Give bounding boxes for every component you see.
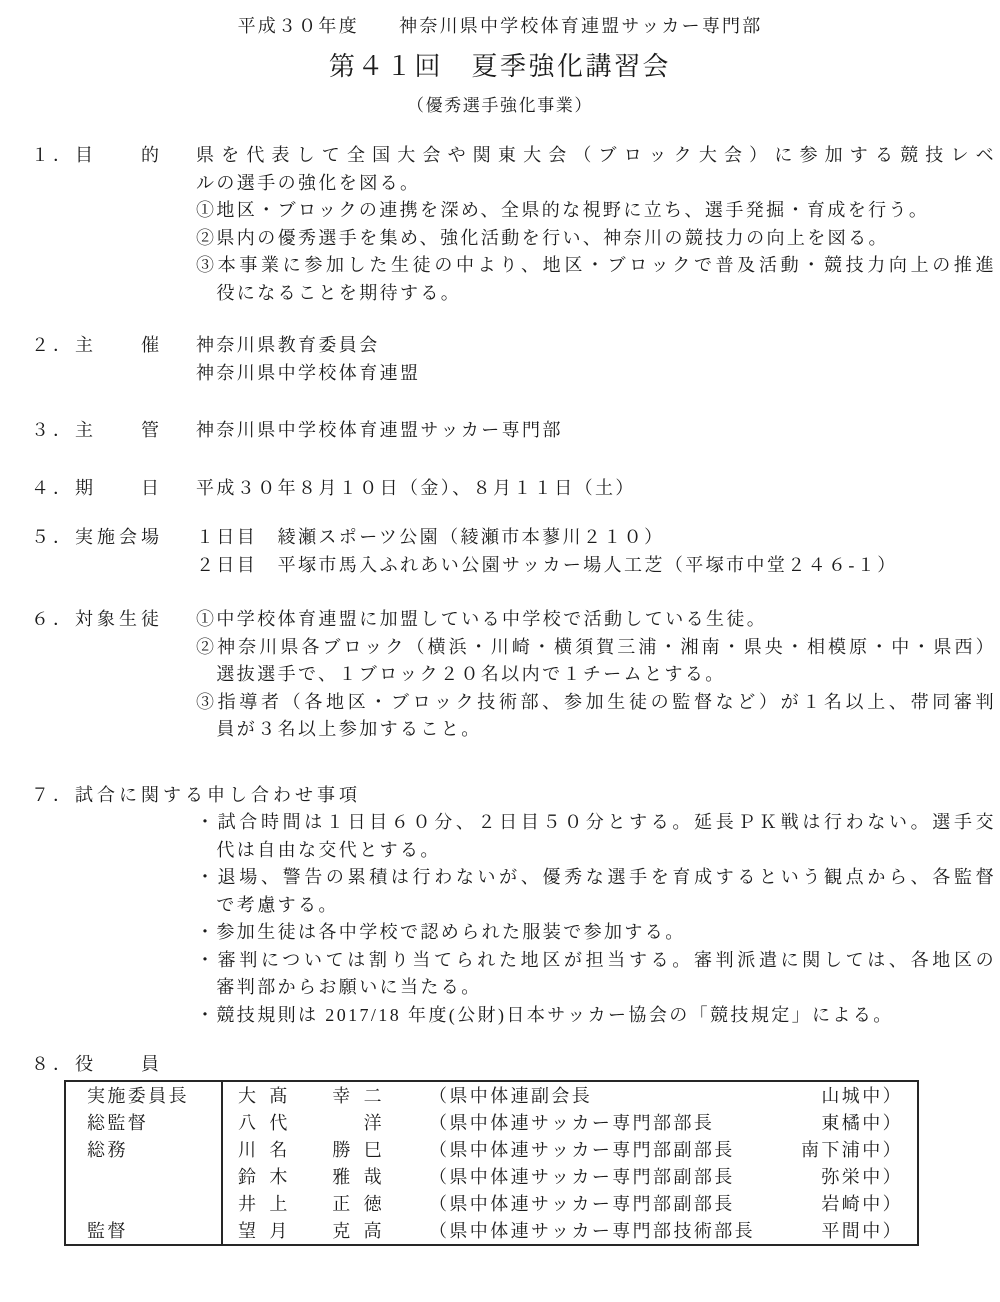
- content-line: 役になることを期待する。: [196, 282, 462, 303]
- numbered-sections: [31, 142, 1000, 744]
- name-cell: [223, 1163, 429, 1189]
- content-line: 神奈川県中学校体育連盟: [196, 362, 421, 383]
- role-cell: 監督: [66, 1217, 223, 1244]
- doc-subtitle: （優秀選手強化事業）: [407, 96, 593, 115]
- name-cell: [223, 1190, 429, 1216]
- doc-title: 第４１回 夏季強化講習会: [328, 52, 671, 81]
- official-school: 平間中）: [821, 1221, 903, 1241]
- content-line: ・参加生徒は各中学校で認められた服装で参加する。: [196, 922, 686, 942]
- role-cell: 実施委員長: [66, 1082, 223, 1109]
- numbered-section: [31, 524, 1000, 579]
- official-school: 東橘中）: [821, 1113, 903, 1133]
- numbered-section: [31, 417, 1000, 445]
- table-row: [66, 1082, 917, 1109]
- content-line: で考慮する。: [196, 894, 339, 915]
- official-title: （県中体連サッカー専門部副部長: [429, 1140, 735, 1160]
- role-cell: 総監督: [66, 1109, 223, 1136]
- table-row: [66, 1190, 917, 1217]
- content-line: 県を代表して全国大会や関東大会（ブロック大会）に参加する競技レベ: [196, 145, 996, 165]
- agreement-lines: [196, 809, 996, 1029]
- table-row: [66, 1109, 917, 1136]
- section-content: [196, 142, 996, 307]
- table-row: [66, 1136, 917, 1163]
- section-content: [196, 332, 996, 387]
- officials-table: [64, 1080, 919, 1246]
- official-school: 南下浦中）: [801, 1140, 903, 1160]
- role-cell: [66, 1163, 223, 1190]
- numbered-section: [31, 332, 1000, 387]
- section-label: １．目 的: [31, 145, 163, 165]
- content-line: ・退場、警告の累積は行わないが、優秀な選手を育成するという観点から、各監督: [196, 867, 996, 887]
- doc-meta-line: 平成３０年度 神奈川県中学校体育連盟サッカー専門部: [237, 16, 763, 36]
- doc-body: [0, 142, 1000, 1246]
- content-line: ２日目 平塚市馬入ふれあい公園サッカー場人工芝（平塚市中堂２４６‐１）: [196, 554, 898, 575]
- content-line: 代は自由な交代とする。: [196, 839, 441, 860]
- description-cell: [429, 1163, 917, 1189]
- section-content: [196, 524, 996, 579]
- content-line: 選抜選手で、１ブロック２０名以内で１チームとする。: [196, 664, 726, 684]
- official-school: 弥栄中）: [821, 1167, 903, 1187]
- official-name: 望月 克高: [238, 1221, 384, 1241]
- content-line: 神奈川県教育委員会: [196, 335, 380, 355]
- numbered-section: [31, 142, 1000, 307]
- description-cell: [429, 1109, 917, 1135]
- content-line: ①中学校体育連盟に加盟している中学校で活動している生徒。: [196, 609, 768, 629]
- content-line: ルの選手の強化を図る。: [196, 172, 421, 193]
- description-cell: [429, 1190, 917, 1216]
- official-title: （県中体連サッカー専門部副部長: [429, 1167, 735, 1187]
- section-content: [196, 606, 996, 744]
- official-title: （県中体連サッカー専門部副部長: [429, 1194, 735, 1214]
- content-line: 平成３０年８月１０日（金）、８月１１日（土）: [196, 477, 636, 498]
- official-name: 鈴木 雅哉: [238, 1167, 384, 1187]
- section-label: ７．試合に関する申し合わせ事項: [31, 784, 361, 805]
- content-line: ③本事業に参加した生徒の中より、地区・ブロックで普及活動・競技力向上の推進: [196, 255, 996, 275]
- section-content: [196, 417, 996, 445]
- content-line: 神奈川県中学校体育連盟サッカー専門部: [196, 420, 563, 440]
- official-school: 山城中）: [821, 1086, 903, 1106]
- official-name: 川名 勝巳: [238, 1140, 384, 1160]
- table-row: [66, 1163, 917, 1190]
- name-cell: [223, 1082, 429, 1108]
- section-label: ３．主 管: [31, 420, 163, 440]
- description-cell: [429, 1136, 917, 1162]
- section-agreements: [31, 782, 1000, 1030]
- name-cell: [223, 1136, 429, 1162]
- numbered-section: [31, 606, 1000, 744]
- section-label: ４．期 日: [31, 477, 163, 498]
- section-label: ６．対象生徒: [31, 609, 163, 629]
- content-line: ①地区・ブロックの連携を深め、全県的な視野に立ち、選手発掘・育成を行う。: [196, 200, 930, 220]
- content-line: 員が３名以上参加すること。: [196, 719, 482, 739]
- section-label: ２．主 催: [31, 335, 163, 355]
- content-line: ②県内の優秀選手を集め、強化活動を行い、神奈川の競技力の向上を図る。: [196, 227, 889, 248]
- content-line: 審判部からお願いに当たる。: [196, 977, 482, 997]
- content-line: ・試合時間は１日目６０分、２日目５０分とする。延長ＰＫ戦は行わない。選手交: [196, 812, 996, 832]
- role-cell: 総務: [66, 1136, 223, 1163]
- table-row: [66, 1217, 917, 1244]
- official-name: 大髙 幸二: [238, 1086, 384, 1106]
- official-title: （県中体連副会長: [429, 1086, 593, 1106]
- official-school: 岩崎中）: [821, 1194, 903, 1214]
- content-line: ③指導者（各地区・ブロック技術部、参加生徒の監督など）が１名以上、帯同審判: [196, 691, 996, 712]
- description-cell: [429, 1217, 917, 1243]
- numbered-section: [31, 475, 1000, 503]
- content-line: ・審判については割り当てられた地区が担当する。審判派遣に関しては、各地区の: [196, 949, 996, 970]
- section-content: [196, 475, 996, 503]
- content-line: ・競技規則は 2017/18 年度(公財)日本サッカー協会の「競技規定」による。: [196, 1004, 894, 1025]
- official-name: 井上 正徳: [238, 1194, 384, 1214]
- description-cell: [429, 1082, 917, 1108]
- name-cell: [223, 1217, 429, 1243]
- role-cell: [66, 1190, 223, 1217]
- name-cell: [223, 1109, 429, 1135]
- official-title: （県中体連サッカー専門部部長: [429, 1113, 715, 1133]
- section-officials: [31, 1051, 1000, 1246]
- section-label: ５．実施会場: [31, 527, 163, 547]
- official-name: 八代 洋: [238, 1113, 384, 1133]
- content-line: １日目 綾瀬スポーツ公園（綾瀬市本蓼川２１０）: [196, 527, 665, 547]
- section-label: ８．役 員: [31, 1054, 163, 1074]
- official-title: （県中体連サッカー専門部技術部長: [429, 1221, 756, 1241]
- doc-header: [0, 0, 1000, 117]
- content-line: ②神奈川県各ブロック（横浜・川崎・横須賀三浦・湘南・県央・相模原・中・県西）: [196, 636, 996, 657]
